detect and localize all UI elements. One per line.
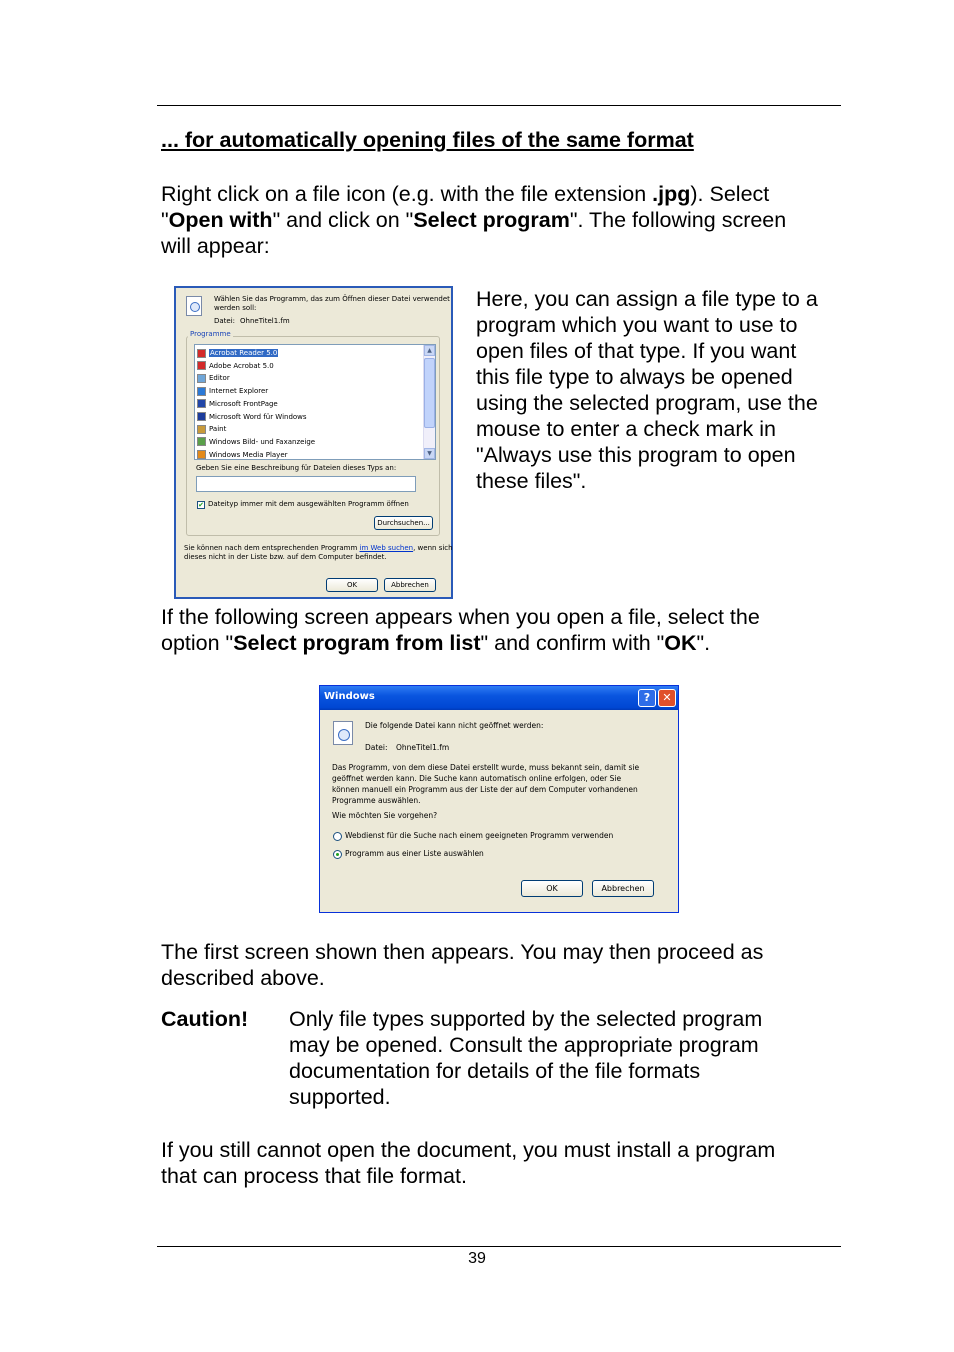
dialog1-file-label: Datei: bbox=[214, 317, 236, 325]
dialog2-ok-button[interactable]: OK bbox=[521, 880, 583, 897]
dialog2-file-label: Datei: bbox=[365, 743, 388, 752]
image-viewer-icon bbox=[197, 437, 206, 446]
radio-web-service-label: Webdienst für die Suche nach einem geeigneten Programm verwenden bbox=[345, 831, 614, 840]
word-icon bbox=[197, 412, 206, 421]
dialog2-explanation: Das Programm, von dem diese Datei erstellt wurde, muss bekannt sein, damit sie geöffnet werden kann. Die Suche kann automatisch online erfolgen, oder Sie können manuell ein Programm aus der Liste der auf dem Computer vorhandenen Programme auswählen. bbox=[332, 763, 640, 805]
media-player-icon bbox=[197, 450, 206, 459]
dialog1-cancel-button[interactable]: Abbrechen bbox=[384, 578, 436, 592]
dialog1-footer: Sie können nach dem entsprechenden Programm im Web suchen, wenn sich bbox=[184, 544, 453, 552]
dialog1-footer-cont: dieses nicht in der Liste bzw. auf dem Computer befindet. bbox=[184, 553, 387, 561]
dialog1-file-name: OhneTitel1.fm bbox=[240, 317, 290, 325]
intro-paragraph: Right click on a file icon (e.g. with the file extension .jpg). Select "Open with" and click on "Select program". The following screen will appear: bbox=[161, 182, 787, 258]
program-list-item-label: Microsoft Word für Windows bbox=[209, 412, 307, 421]
description-label: Geben Sie eine Beschreibung für Dateien dieses Typs an: bbox=[196, 464, 397, 472]
dialog2-title: Windows bbox=[324, 691, 375, 702]
dialog1-prompt: Wählen Sie das Programm, das zum Öffnen dieser Datei verwendet bbox=[214, 295, 450, 303]
file-search-icon bbox=[186, 296, 202, 316]
help-icon[interactable]: ? bbox=[638, 689, 656, 707]
pdf-icon bbox=[197, 361, 206, 370]
file-search-icon bbox=[333, 721, 353, 745]
section-heading: ... for automatically opening files of the same format bbox=[161, 128, 694, 152]
program-list-item[interactable] bbox=[197, 372, 230, 384]
programs-group-title: Programme bbox=[190, 330, 231, 338]
frontpage-icon bbox=[197, 399, 206, 408]
dialog2-file-name: OhneTitel1.fm bbox=[396, 743, 450, 752]
scroll-thumb[interactable] bbox=[424, 358, 435, 428]
program-list-item-label: Editor bbox=[209, 374, 230, 383]
search-web-link[interactable]: im Web suchen bbox=[359, 544, 414, 552]
dialog1-ok-button[interactable]: OK bbox=[326, 578, 378, 592]
program-list-item[interactable] bbox=[197, 449, 288, 460]
radio-web-service[interactable] bbox=[333, 832, 342, 841]
always-use-checkbox[interactable]: ✔ bbox=[198, 501, 204, 509]
header-rule bbox=[157, 105, 841, 106]
always-use-label: Dateityp immer mit dem ausgewählten Programm öffnen bbox=[208, 500, 409, 508]
dialog1-prompt-cont: werden soll: bbox=[214, 304, 257, 312]
select-program-paragraph: If the following screen appears when you open a file, select the option "Select program from list" and confirm with "OK". bbox=[161, 605, 760, 655]
program-list-item[interactable] bbox=[197, 360, 274, 372]
paint-icon bbox=[197, 425, 206, 434]
open-with-dialog-screenshot bbox=[174, 286, 453, 599]
program-list-item[interactable] bbox=[197, 423, 226, 435]
proceed-paragraph: The first screen shown then appears. You may then proceed as described above. bbox=[161, 940, 764, 990]
caution-text: Only file types supported by the selected program may be opened. Consult the appropriate program documentation for details of the file formats supported. bbox=[289, 1007, 763, 1109]
install-paragraph: If you still cannot open the document, you must install a program that can process that file format. bbox=[161, 1138, 776, 1188]
cannot-open-dialog-screenshot bbox=[319, 685, 679, 913]
program-list-item-label: Acrobat Reader 5.0 bbox=[210, 349, 278, 357]
pdf-icon bbox=[197, 349, 206, 358]
program-list-item-label: Adobe Acrobat 5.0 bbox=[209, 361, 274, 370]
ie-icon bbox=[197, 387, 206, 396]
program-list-item[interactable] bbox=[197, 398, 278, 410]
program-list-item-label: Windows Media Player bbox=[209, 450, 288, 459]
program-list-item-label: Windows Bild- und Faxanzeige bbox=[209, 437, 316, 446]
program-list-item-label: Microsoft FrontPage bbox=[209, 399, 278, 408]
dialog2-cancel-button[interactable]: Abbrechen bbox=[592, 880, 654, 897]
program-list-item-label: Internet Explorer bbox=[209, 387, 269, 396]
notepad-icon bbox=[197, 374, 206, 383]
program-list-item[interactable] bbox=[197, 347, 278, 359]
program-list-item[interactable] bbox=[197, 436, 315, 448]
dialog2-titlebar bbox=[320, 686, 678, 710]
dialog2-message: Die folgende Datei kann nicht geöffnet werden: bbox=[365, 721, 544, 730]
scroll-down-icon[interactable]: ▼ bbox=[424, 448, 435, 459]
program-list-item[interactable] bbox=[197, 385, 268, 397]
footer-rule bbox=[157, 1246, 841, 1247]
program-list[interactable] bbox=[194, 344, 436, 460]
page-number: 39 bbox=[468, 1250, 486, 1267]
side-paragraph: Here, you can assign a file type to a program which you want to use to open files of that type. If you want this file type to always be opened using the selected program, use the mouse to enter a check mark in "Always use this program to open these files". bbox=[476, 287, 818, 493]
dialog2-question: Wie möchten Sie vorgehen? bbox=[332, 811, 438, 820]
program-list-item[interactable] bbox=[197, 411, 307, 423]
program-list-scrollbar[interactable] bbox=[423, 345, 435, 459]
program-list-item-label: Paint bbox=[209, 425, 227, 434]
close-icon[interactable]: ✕ bbox=[658, 689, 676, 707]
browse-button[interactable]: Durchsuchen... bbox=[374, 516, 433, 530]
description-input[interactable] bbox=[196, 476, 416, 492]
scroll-up-icon[interactable]: ▲ bbox=[424, 345, 435, 356]
radio-program-list[interactable] bbox=[333, 850, 342, 859]
caution-label: Caution! bbox=[161, 1007, 249, 1031]
radio-program-list-label: Programm aus einer Liste auswählen bbox=[345, 849, 484, 858]
